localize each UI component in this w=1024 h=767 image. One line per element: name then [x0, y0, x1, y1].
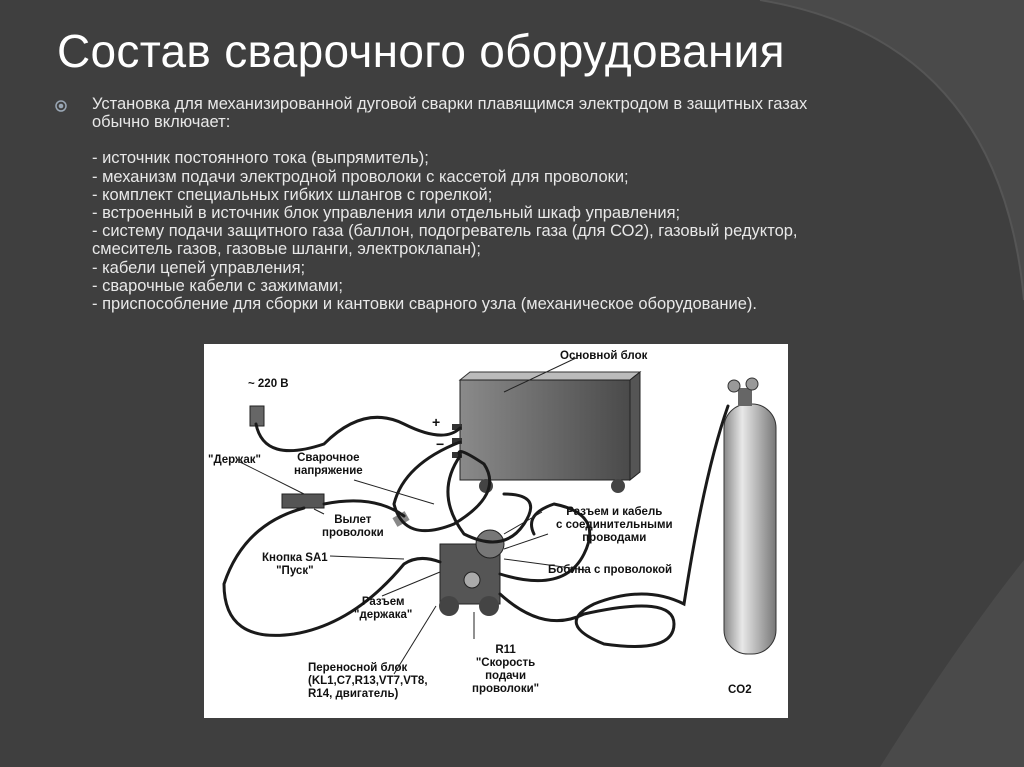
label-bobbin: Бобина с проволокой: [548, 564, 673, 576]
label-minus: −: [436, 436, 445, 452]
list-item: - комплект специальных гибких шлангов с горелкой;: [92, 185, 493, 204]
label-derzhak: "Держак": [208, 454, 261, 466]
bullet-icon: [55, 100, 67, 112]
welding-equipment-diagram: [204, 344, 788, 718]
label-220v: ~ 220 В: [248, 378, 289, 390]
main-block-icon: [452, 372, 640, 493]
label-portable-block: Переносной блок (KL1,C7,R13,VT7,VT8, R14, двигатель): [308, 662, 428, 700]
label-connector-derzhak: Разъем "держака": [354, 596, 413, 621]
intro-line: обычно включает:: [92, 113, 231, 132]
slide-title: Состав сварочного оборудования: [57, 25, 785, 77]
list-item: - механизм подачи электродной проволоки с кассетой для проволоки;: [92, 167, 629, 186]
label-r11: R11 "Скорость подачи проволоки": [472, 644, 540, 695]
list-item: - сварочные кабели с зажимами;: [92, 276, 343, 295]
body-text: [92, 95, 992, 313]
list-item: - источник постоянного тока (выпрямитель);: [92, 149, 429, 168]
list-item: - встроенный в источник блок управления или отдельный шкаф управления;: [92, 204, 681, 223]
label-welding-voltage: Сварочное напряжение: [294, 452, 363, 477]
label-co2: CO2: [728, 684, 752, 696]
list-item: - приспособление для сборки и кантовки сварного узла (механическое оборудование).: [92, 295, 757, 314]
gas-cylinder-icon: [724, 378, 776, 654]
list-item: - систему подачи защитного газа (баллон, подогреватель газа (для СО2), газовый редуктор,: [92, 222, 798, 241]
label-main-block: Основной блок: [560, 350, 648, 362]
intro-line: Установка для механизированной дуговой сварки плавящимся электродом в защитных газах: [92, 95, 808, 113]
list-item: - кабели цепей управления;: [92, 258, 306, 277]
label-plus: +: [432, 414, 441, 430]
list-item: смеситель газов, газовые шланги, электроклапан);: [92, 240, 482, 259]
label-connector-cable: Разъем и кабель с соединительными проводами: [556, 506, 673, 544]
label-wire-out: Вылет проволоки: [322, 514, 384, 539]
label-button-sa1: Кнопка SA1 "Пуск": [262, 552, 328, 577]
